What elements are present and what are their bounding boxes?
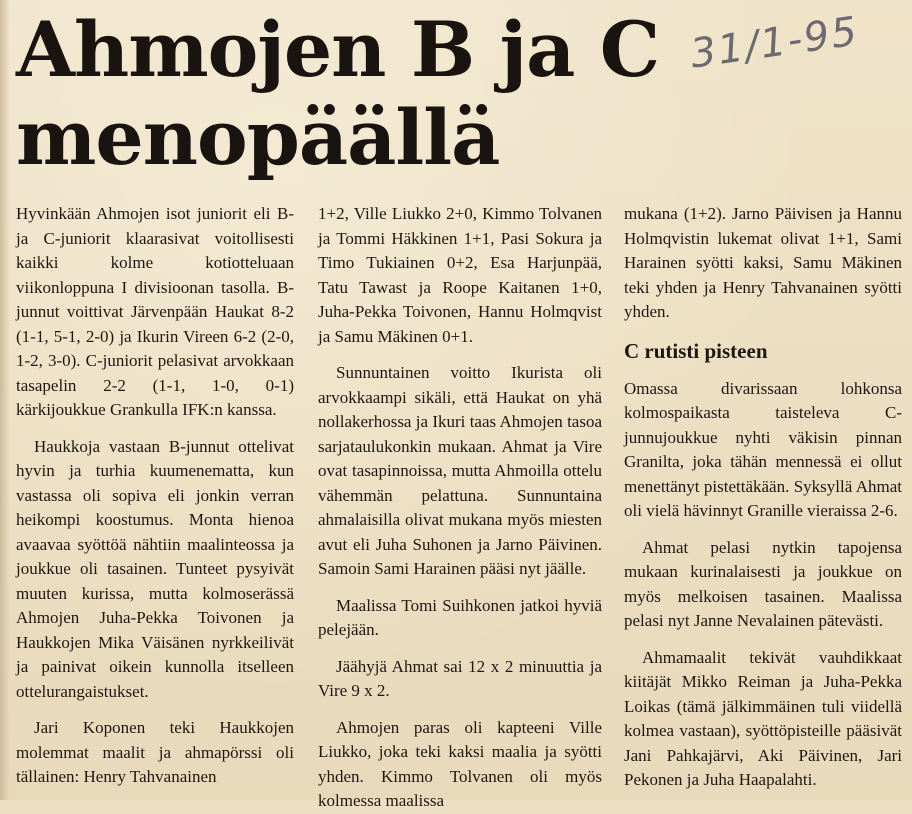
paper-edge-shadow [0, 0, 10, 800]
paragraph: mukana (1+2). Jarno Päivisen ja Hannu Holmqvistin lukemat olivat 1+1, Sami Harainen syötti kaksi, Samu Mäkinen teki yhden ja Henry Tahvanainen syötti yhden. [624, 204, 902, 321]
article-column-2 [318, 202, 602, 814]
headline-line-2: menopäällä [16, 93, 500, 182]
article-column-3 [624, 202, 902, 793]
paragraph: Omassa divarissaan lohkonsa kolmospaikasta taisteleva C-junnujoukkue nyhti väkisin pinnan Granilta, joka tähän mennessä ei ollut menettänyt pistettäkään. Syksyllä Ahmat oli vielä hävinnyt Granille vieraissa 2-6. [624, 378, 902, 520]
paragraph: Ahmat pelasi nytkin tapojensa mukaan kurinalaisesti ja joukkue on myös melkoisen tasainen. Maalissa pelasi nyt Janne Nevalainen pätevästi. [624, 537, 902, 630]
headline-line-1: Ahmojen B ja C [16, 5, 660, 94]
paragraph: Sunnuntainen voitto Ikurista oli arvokkaampi sikäli, että Haukat on yhä nollakerhossa ja Ikuri taas Ahmojen tasoa sarjataulukonkin mukaan. Ahmat ja Vire ovat tasapinnoissa, mutta Ahmoilla ottelu vähemmän pelattuna. Sunnuntaina ahmalaisilla olivat mukana myös miesten avut eli Juha Suhonen ja Jarno Päivinen. Samoin Sami Harainen pääsi nyt jäälle. [318, 363, 602, 578]
article-column-1 [16, 202, 294, 790]
paragraph: Hyvinkään Ahmojen isot juniorit eli B- ja C-juniorit klaarasivat voitollisesti kaikki kolme kotiotteluaan viikonloppuna I divisioonan tasolla. B-junnut voittivat Järvenpään Haukat 8-2 (1-1, 5-1, 2-0) ja Ikurin Vireen 6-2 (2-0, 1-2, 3-0). C-juniorit pelasivat arvokkaan tasapelin 2-2 (1-1, 1-0, 0-1) kärkijoukkue Grankulla IFK:n kanssa. [16, 204, 294, 419]
paragraph: Jari Koponen teki Haukkojen molemmat maalit ja ahmapörssi oli tällainen: Henry Tahvanainen [16, 718, 294, 786]
paragraph: Ahmojen paras oli kapteeni Ville Liukko, joka teki kaksi maalia ja syötti yhden. Kimmo Tolvanen oli myös kolmessa maalissa [318, 717, 602, 810]
headline [16, 6, 716, 182]
paragraph: 1+2, Ville Liukko 2+0, Kimmo Tolvanen ja Tommi Häkkinen 1+1, Pasi Sokura ja Timo Tukiainen 0+2, Esa Harjunpää, Tatu Tawast ja Roope Kaitanen 1+0, Juha-Pekka Toivonen, Hannu Holmqvist ja Samu Mäkinen 0+1. [318, 204, 602, 346]
paragraph: Jäähyjä Ahmat sai 12 x 2 minuuttia ja Vire 9 x 2. [318, 656, 602, 700]
subheading: C rutisti pisteen [624, 338, 768, 363]
paragraph: Haukkoja vastaan B-junnut ottelivat hyvin ja turhia kuumenematta, kun vastassa oli sopiva eli jonkin verran heikompi koostumus. Monta hienoa avaavaa syöttöä nähtiin maalinteossa ja joukkue oli tasainen. Tunteet pysyivät muuten kurissa, mutta kolmoserässä Ahmojen Juha-Pekka Toivonen ja Haukkojen Mika Väisänen nyrkkeilivät ja painivat oikein kunnolla itselleen ottelurangaistukset. [16, 436, 294, 701]
paragraph: Ahmamaalit tekivät vauhdikkaat kiitäjät Mikko Reiman ja Juha-Pekka Loikas (tämä jälkimmäinen tuli viidellä kolmea vastaan), syöttöpisteille pääsivät Jani Pahkajärvi, Aki Päivinen, Jari Pekonen ja Juha Haapalahti. [624, 647, 902, 789]
handwritten-date: 31/1-95 [687, 8, 862, 78]
paragraph: Maalissa Tomi Suihkonen jatkoi hyviä pelejään. [318, 595, 602, 639]
